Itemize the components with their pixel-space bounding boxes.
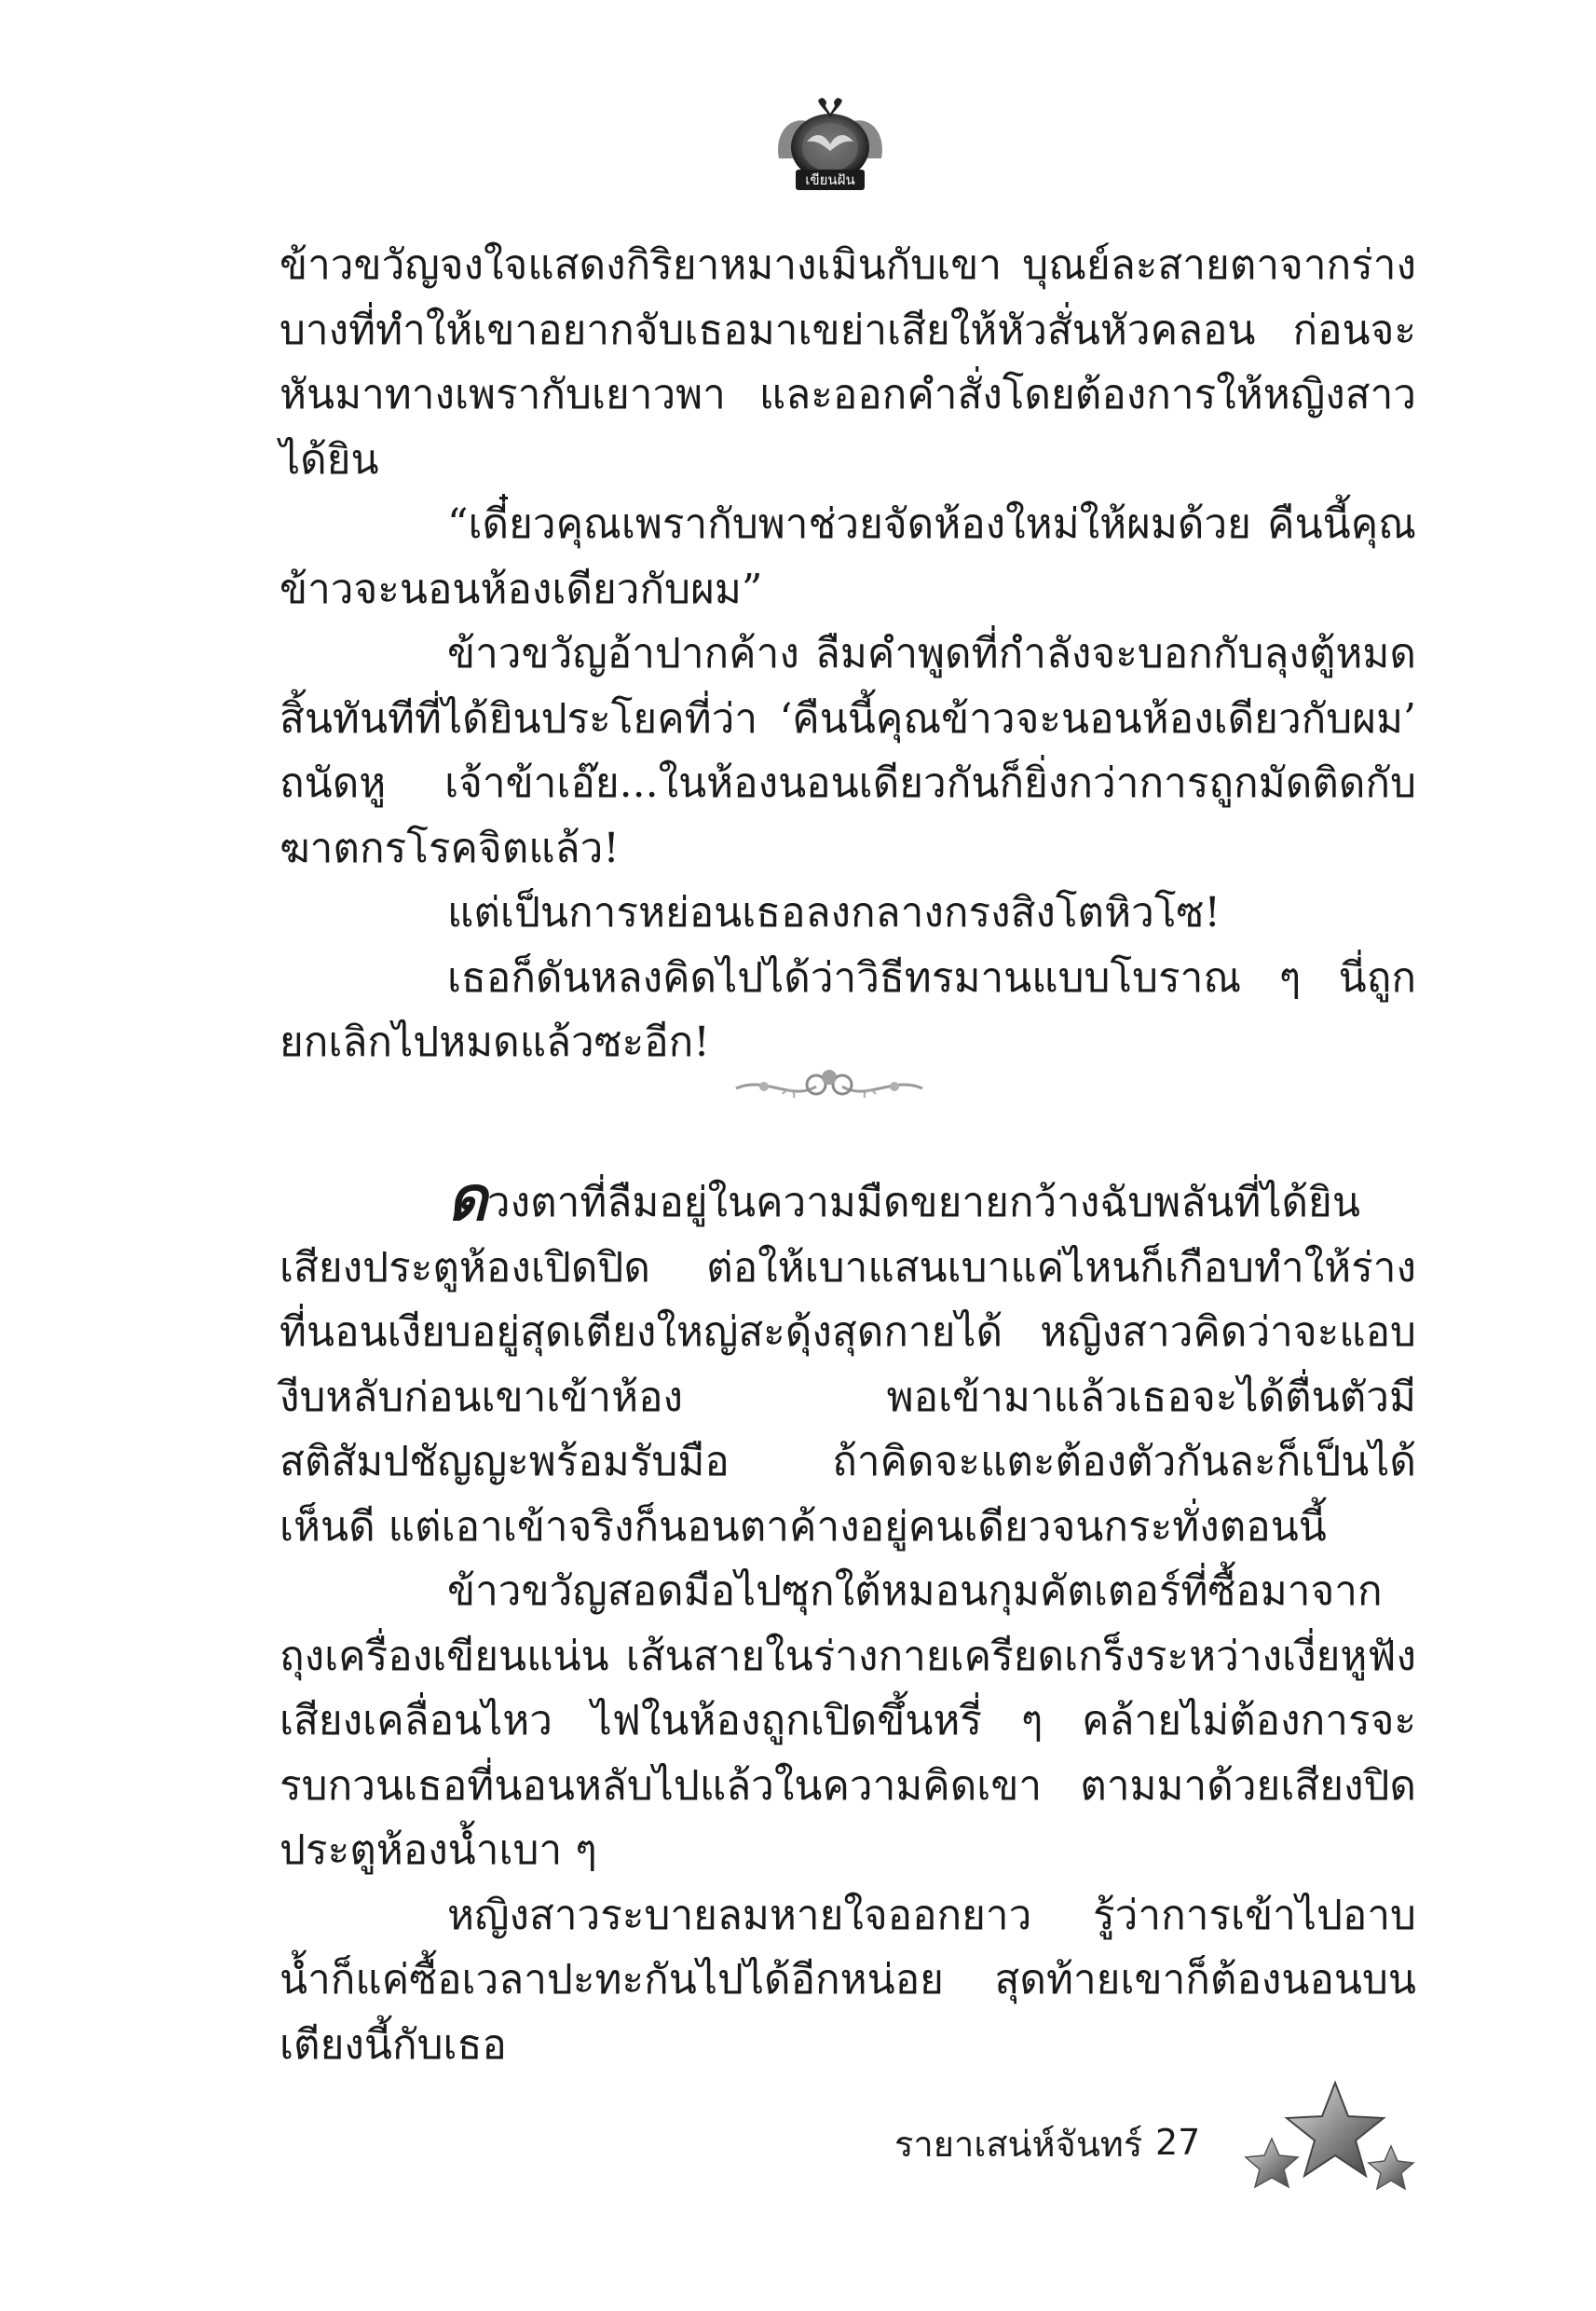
- paragraph-rest: วงตาที่ลืมอยู่ในความมืดขยายกว้างฉับพลันที่ได้ยินเสียงประตูห้องเปิดปิด ต่อให้เบาแสนเบาแค่ไหนก็เกือบทำให้ร่างที่นอนเงียบอยู่สุดเตียงใหญ่สะดุ้งสุดกายได้ หญิงสาวคิดว่าจะแอบงีบหลับก่อนเขาเข้าห้อง พอเข้ามาแล้วเธอจะได้ตื่นตัวมีสติสัมปชัญญะพร้อมรับมือ ถ้าคิดจะแตะต้องตัวกันละก็เป็นได้เห็นดี แต่เอาเข้าจริงก็นอนตาค้างอยู่คนเดียวจนกระทั่งตอนนี้: [280, 1179, 1416, 1551]
- text-section-two: [280, 1163, 1416, 2077]
- ornamental-crest-icon: [770, 93, 891, 196]
- paragraph: เธอก็ดันหลงคิดไปได้ว่าวิธีทรมานแบบโบราณ ๆ นี่ถูกยกเลิกไปหมดแล้วซะอีก!: [280, 953, 1416, 1066]
- paragraph: หญิงสาวระบายลมหายใจออกยาว รู้ว่าการเข้าไปอาบน้ำก็แค่ซื้อเวลาปะทะกันไปได้อีกหน่อย สุดท้ายเขาก็ต้องนอนบนเตียงนี้กับเธอ: [280, 1891, 1416, 2069]
- dropcap: ด: [447, 1163, 487, 1235]
- paragraph: “เดี๋ยวคุณเพรากับพาช่วยจัดห้องใหม่ให้ผมด้วย คืนนี้คุณข้าวจะนอนห้องเดียวกับผม”: [280, 500, 1416, 613]
- floral-divider-icon: [727, 1059, 932, 1114]
- text-section-one: [280, 233, 1416, 1075]
- paragraph: ข้าวขวัญอ้าปากค้าง ลืมคำพูดที่กำลังจะบอกกับลุงตู้หมดสิ้นทันทีที่ได้ยินประโยคที่ว่า ‘คืนนี้คุณข้าวจะนอนห้องเดียวกับผม’ ถนัดหู เจ้าข้าเอ๊ย...ในห้องนอนเดียวกันก็ยิ่งกว่าการถูกมัดติดกับฆาตกรโรคจิตแล้ว!: [280, 630, 1416, 872]
- paragraph-with-dropcap: [280, 1163, 1416, 1559]
- page-footer: [894, 2073, 1416, 2222]
- paragraph: แต่เป็นการหย่อนเธอลงกลางกรงสิงโตหิวโซ!: [447, 889, 1221, 937]
- stars-cluster-icon: [1235, 2073, 1421, 2213]
- paragraph: ข้าวขวัญสอดมือไปซุกใต้หมอนกุมคัตเตอร์ที่ซื้อมาจากถุงเครื่องเขียนแน่น เส้นสายในร่างกายเครียดเกร็งระหว่างเงี่ยหูฟังเสียงเคลื่อนไหว ไฟในห้องถูกเปิดขึ้นหรี่ ๆ คล้ายไม่ต้องการจะรบกวนเธอที่นอนหลับไปแล้วในความคิดเขา ตามมาด้วยเสียงปิดประตูห้องน้ำเบา ๆ: [280, 1567, 1416, 1874]
- paragraph: ข้าวขวัญจงใจแสดงกิริยาหมางเมินกับเขา บุณย์ละสายตาจากร่างบางที่ทำให้เขาอยากจับเธอมาเขย่าเสียให้หัวสั่นหัวคลอน ก่อนจะหันมาทางเพรากับเยาวพา และออกคำสั่งโดยต้องการให้หญิงสาวได้ยิน: [280, 241, 1416, 484]
- page-number: 27: [1155, 2122, 1201, 2163]
- emblem-label: เขียนฝัน: [805, 171, 855, 188]
- book-title: รายาเสน่ห์จันทร์: [894, 2124, 1143, 2165]
